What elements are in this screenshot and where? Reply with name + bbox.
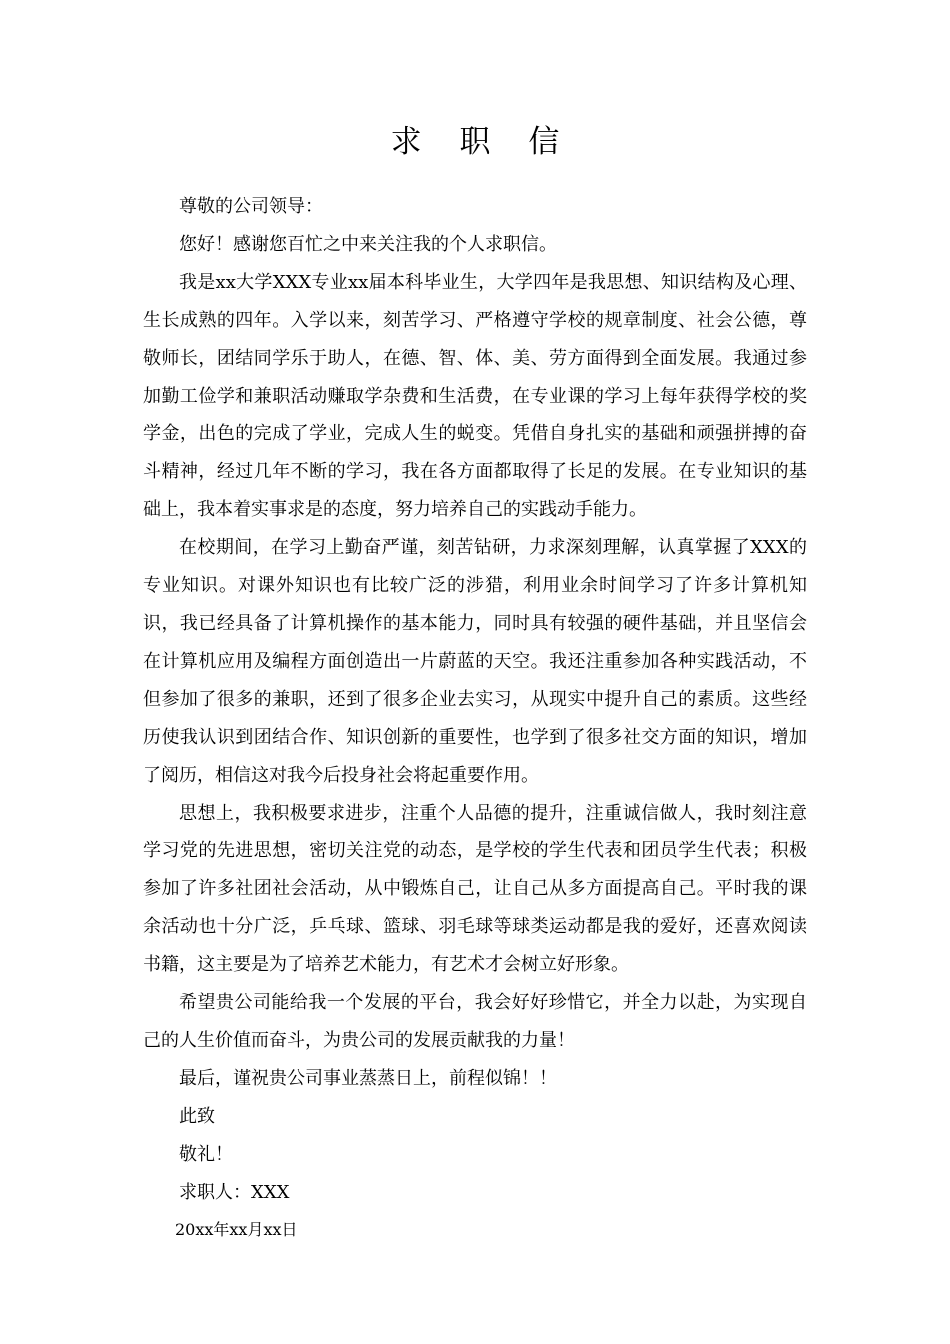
letter-body [143, 188, 807, 1249]
closing-cizhi: 此致 [179, 1105, 215, 1127]
paragraph-ideology: 思想上，我积极要求进步，注重个人品德的提升，注重诚信做人，我时刻注意学习党的先进思想，密切关注党的动态，是学校的学生代表和团员学生代表；积极参加了许多社团社会活动，从中锻炼自己，让自己从多方面提高自己。平时我的课余活动也十分广泛，乒乓球、篮球、羽毛球等球类运动都是我的爱好，还喜欢阅读书籍，这主要是为了培养艺术能力，有艺术才会树立好形象。 [143, 802, 807, 976]
closing-jingli: 敬礼！ [179, 1143, 233, 1165]
letter-date: 20xx年xx月xx日 [175, 1220, 298, 1240]
signature: 求职人：XXX [179, 1181, 290, 1203]
paragraph-education: 我是xx大学XXX专业xx届本科毕业生，大学四年是我思想、知识结构及心理、生长成熟的四年。入学以来，刻苦学习、严格遵守学校的规章制度、社会公德，尊敬师长，团结同学乐于助人，在德、智、体、美、劳方面得到全面发展。我通过参加勤工俭学和兼职活动赚取学杂费和生活费，在专业课的学习上每年获得学校的奖学金，出色的完成了学业，完成人生的蜕变。凭借自身扎实的基础和顽强拼搏的奋斗精神，经过几年不断的学习，我在各方面都取得了长足的发展。在专业知识的基础上，我本着实事求是的态度，努力培养自己的实践动手能力。 [143, 271, 807, 521]
paragraph-hope: 希望贵公司能给我一个发展的平台，我会好好珍惜它，并全力以赴，为实现自己的人生价值而奋斗，为贵公司的发展贡献我的力量！ [143, 992, 807, 1051]
salutation: 尊敬的公司领导： [179, 196, 323, 217]
closing-wish: 最后，谨祝贵公司事业蒸蒸日上，前程似锦！！ [179, 1067, 557, 1089]
greeting: 您好！感谢您百忙之中来关注我的个人求职信。 [179, 233, 557, 255]
paragraph-campus: 在校期间，在学习上勤奋严谨，刻苦钻研，力求深刻理解，认真掌握了XXX的专业知识。对课外知识也有比较广泛的涉猎，利用业余时间学习了许多计算机知识，我已经具备了计算机操作的基本能力，同时具有较强的硬件基础，并且坚信会在计算机应用及编程方面创造出一片蔚蓝的天空。我还注重参加各种实践活动，不但参加了很多的兼职，还到了很多企业去实习，从现实中提升自己的素质。这些经历使我认识到团结合作、知识创新的重要性，也学到了很多社交方面的知识，增加了阅历，相信这对我今后投身社会将起重要作用。 [143, 537, 807, 786]
letter-title: 求 职 信 [390, 124, 574, 160]
